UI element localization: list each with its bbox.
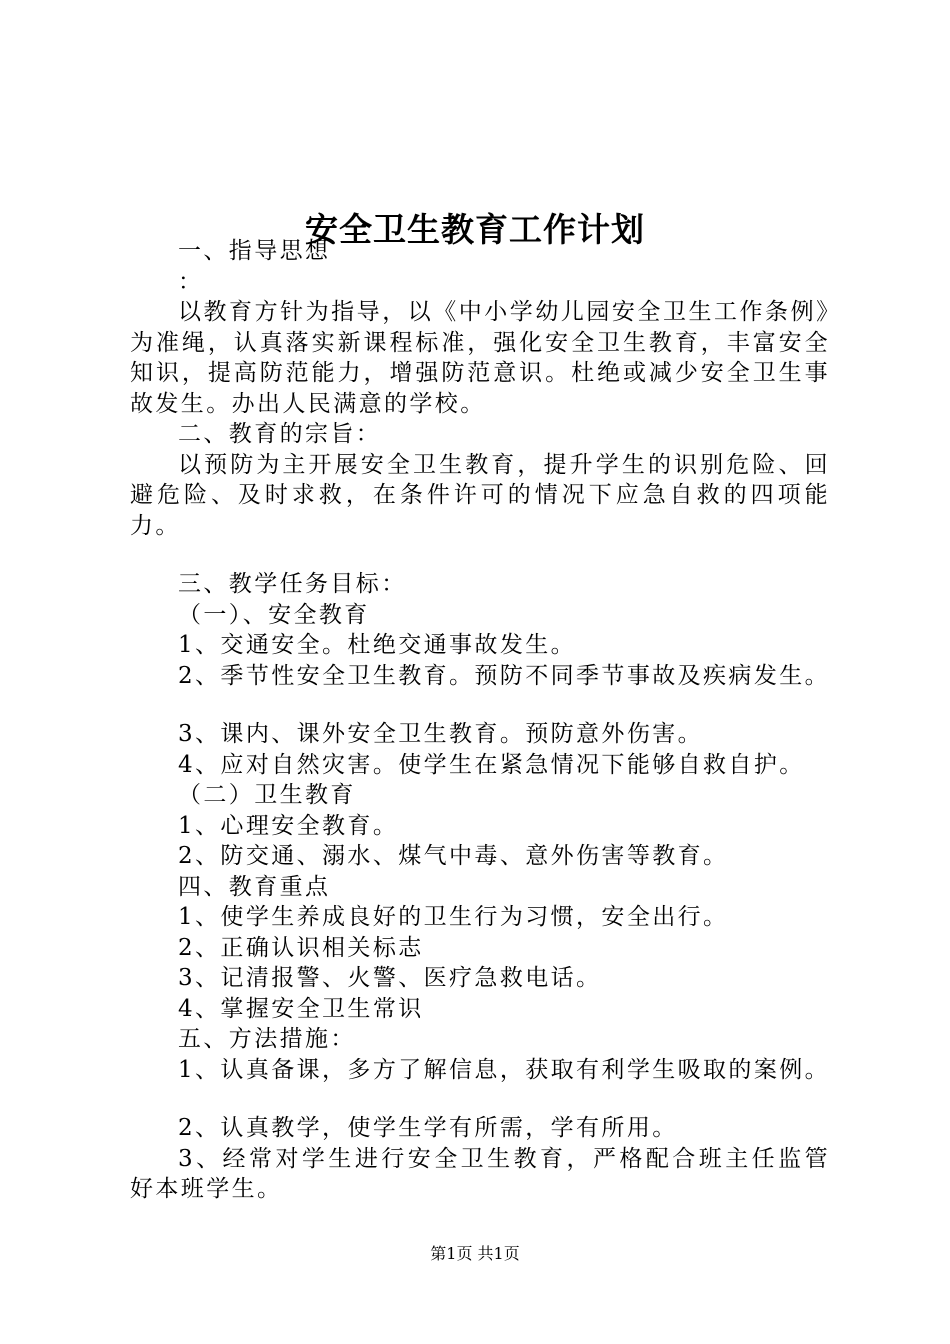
list-item: 4、应对自然灾害。使学生在紧急情况下能够自救自护。 [178, 751, 805, 778]
section-heading-2: 二、教育的宗旨： [178, 421, 382, 447]
list-item: 1、认真备课，多方了解信息，获取有利学生吸取的案例。 [178, 1056, 831, 1083]
blank-line [130, 691, 830, 719]
list-item: 4、掌握安全卫生常识 [178, 995, 424, 1022]
blank-line [130, 541, 830, 569]
list-item: 2、认真教学，使学生学有所需，学有所用。 [178, 1115, 678, 1141]
list-item: 2、季节性安全卫生教育。预防不同季节事故及疾病发生。 [178, 662, 831, 689]
list-item: 2、正确认识相关标志 [178, 934, 424, 961]
list-item: 2、防交通、溺水、煤气中毒、意外伤害等教育。 [178, 843, 729, 869]
colon-line: ： [178, 268, 204, 295]
list-item: 3、经常对学生进行安全卫生教育，严格配合班主任监管好本班学生。 [130, 1145, 830, 1202]
section-heading-4: 四、教育重点 [178, 873, 331, 900]
paragraph-purpose: 以预防为主开展安全卫生教育，提升学生的识别危险、回避危险、及时求救，在条件许可的情况下应急自救的四项能力。 [130, 451, 830, 539]
document-body [130, 236, 830, 1205]
section-heading-5: 五、方法措施： [178, 1026, 356, 1052]
list-item: 1、使学生养成良好的卫生行为习惯，安全出行。 [178, 904, 729, 930]
section-heading-1: 一、指导思想 [178, 238, 331, 264]
subsection-heading-hygiene: （二）卫生教育 [178, 782, 356, 808]
list-item: 3、课内、课外安全卫生教育。预防意外伤害。 [178, 721, 704, 747]
list-item: 3、记清报警、火警、医疗急救电话。 [178, 965, 602, 991]
list-item: 1、心理安全教育。 [178, 812, 399, 839]
paragraph-guiding-thought: 以教育方针为指导，以《中小学幼儿园安全卫生工作条例》为准绳，认真落实新课程标准，强化安全卫生教育，丰富安全知识，提高防范能力，增强防范意识。杜绝或减少安全卫生事故发生。办出人民满意的学校。 [130, 299, 830, 417]
list-item: 1、交通安全。杜绝交通事故发生。 [178, 632, 577, 658]
blank-line [130, 1085, 830, 1113]
page-footer: 第1页 共1页 [430, 1244, 520, 1263]
section-heading-3: 三、教学任务目标： [178, 571, 407, 597]
subsection-heading-safety: （一）、安全教育 [178, 601, 370, 628]
document-title: 安全卫生教育工作计划 [305, 210, 645, 250]
